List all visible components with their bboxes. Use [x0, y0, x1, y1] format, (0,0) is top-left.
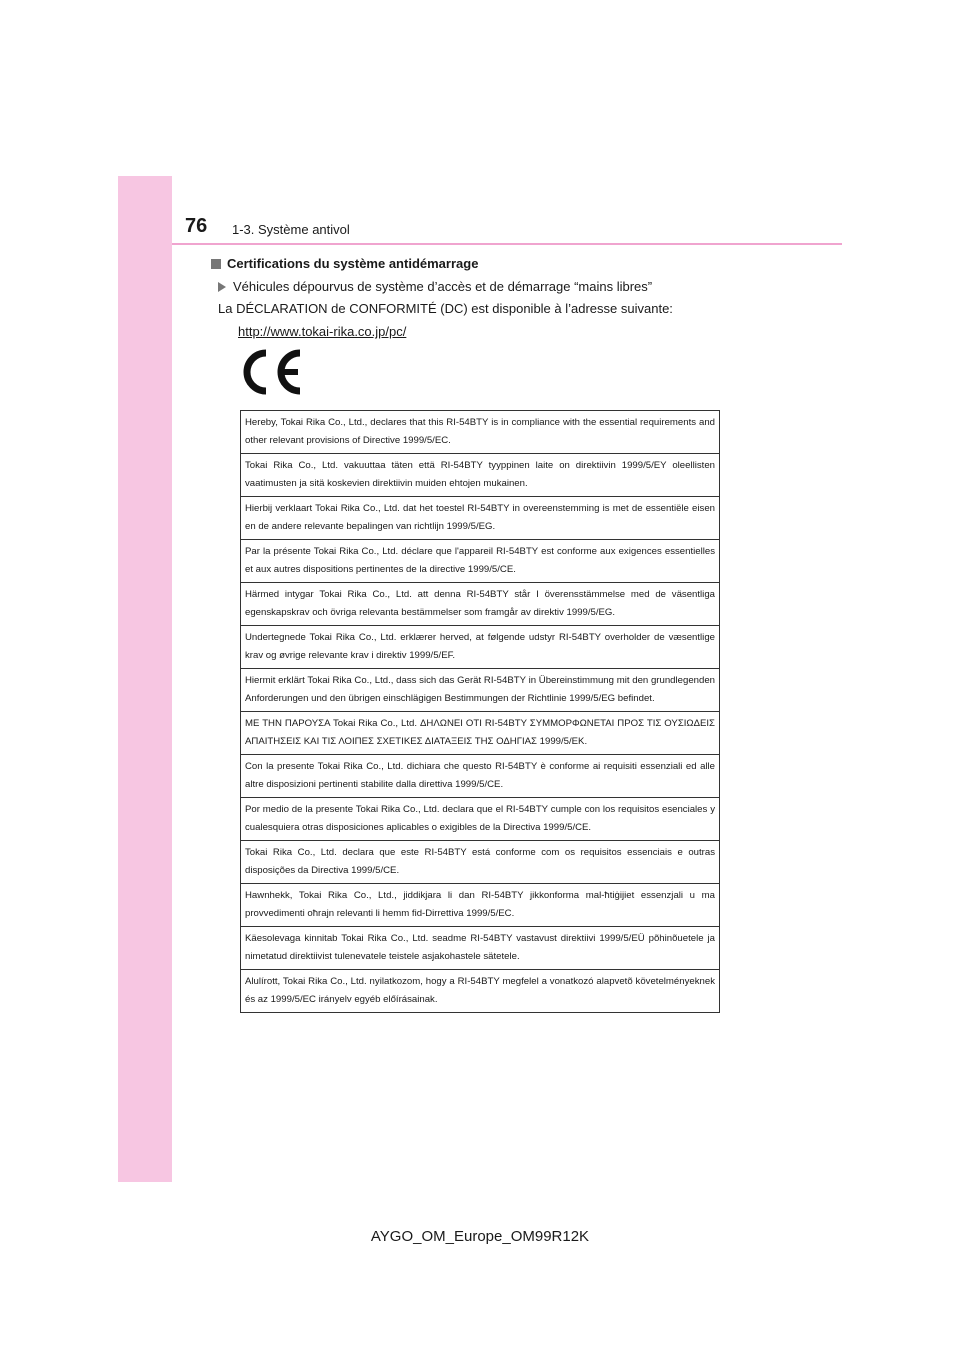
table-row: [241, 927, 720, 970]
doc-link[interactable]: http://www.tokai-rika.co.jp/pc/: [238, 324, 407, 339]
section-title: 1-3. Système antivol: [232, 222, 350, 237]
compliance-pt: Tokai Rika Co., Ltd. declara que este RI-54BTY está conforme com os requisitos essenciais e outras disposições da Directiva 1999/5/CE.: [241, 841, 720, 884]
table-row: [241, 583, 720, 626]
compliance-en: Hereby, Tokai Rika Co., Ltd., declares that this RI-54BTY is in compliance with the essential requirements and other relevant provisions of Directive 1999/5/EC.: [241, 411, 720, 454]
table-row: [241, 411, 720, 454]
square-bullet-icon: [211, 259, 221, 269]
compliance-it: Con la presente Tokai Rika Co., Ltd. dichiara che questo RI-54BTY è conforme ai requisiti essenziali ed alle altre disposizioni pertinenti stabilite dalla direttiva 1999/5/CE.: [241, 755, 720, 798]
heading-text: Certifications du système antidémarrage: [227, 256, 479, 271]
table-row: [241, 841, 720, 884]
compliance-nl: Hierbij verklaart Tokai Rika Co., Ltd. dat het toestel RI-54BTY in overeenstemming is met de essentiële eisen en de andere relevante bepalingen van richtlijn 1999/5/EG.: [241, 497, 720, 540]
compliance-fr: Par la présente Tokai Rika Co., Ltd. déclare que l'appareil RI-54BTY est conforme aux exigences essentielles et aux autres dispositions pertinentes de la directive 1999/5/CE.: [241, 540, 720, 583]
compliance-fi: Tokai Rika Co., Ltd. vakuuttaa täten että RI-54BTY tyyppinen laite on direktiivin 1999/5/EY oleellisten vaatimusten ja sitä koskevien direktiivin muiden ehtojen mukainen.: [241, 454, 720, 497]
document-code: AYGO_OM_Europe_OM99R12K: [370, 1228, 590, 1245]
compliance-sv: Härmed intygar Tokai Rika Co., Ltd. att denna RI-54BTY står I överensstämmelse med de väsentliga egenskapskrav och övriga relevanta bestämmelser som framgår av direktiv 1999/5/EG.: [241, 583, 720, 626]
compliance-de: Hiermit erklärt Tokai Rika Co., Ltd., dass sich das Gerät RI-54BTY in Übereinstimmung mit den grundlegenden Anforderungen und den übrigen einschlägigen Bestimmungen der Richtlinie 1999/5/EG befindet.: [241, 669, 720, 712]
subheading-text: Véhicules dépourvus de système d’accès et de démarrage “mains libres”: [233, 279, 653, 294]
compliance-hu: Alulírott, Tokai Rika Co., Ltd. nyilatkozom, hogy a RI-54BTY megfelel a vonatkozó alapvetõ követelményeknek és az 1999/5/EC irányelv egyéb előírásainak.: [241, 970, 720, 1013]
table-row: [241, 497, 720, 540]
ce-mark-icon: [236, 349, 306, 395]
header-divider: [172, 243, 842, 245]
compliance-da: Undertegnede Tokai Rika Co., Ltd. erklærer herved, at følgende udstyr RI-54BTY overholder de væsentlige krav og øvrige relevante krav i direktiv 1999/5/EF.: [241, 626, 720, 669]
table-row: [241, 970, 720, 1013]
table-row: [241, 712, 720, 755]
side-color-band: [118, 176, 172, 1182]
compliance-table: [240, 410, 720, 1013]
table-row: [241, 454, 720, 497]
section-heading: [211, 256, 478, 271]
table-row: [241, 540, 720, 583]
table-row: [241, 798, 720, 841]
compliance-es: Por medio de la presente Tokai Rika Co., Ltd. declara que el RI-54BTY cumple con los requisitos esenciales y cualesquiera otras disposiciones aplicables o exigibles de la Directiva 1999/5/CE.: [241, 798, 720, 841]
subheading: [218, 279, 652, 294]
table-row: [241, 669, 720, 712]
page-number: 76: [185, 215, 208, 237]
table-row: [241, 626, 720, 669]
compliance-et: Käesolevaga kinnitab Tokai Rika Co., Ltd. seadme RI-54BTY vastavust direktiivi 1999/5/EÜ põhinõuetele ja nimetatud direktiivist tulenevatele teistele asjakohastele sätetele.: [241, 927, 720, 970]
declaration-text: La DÉCLARATION de CONFORMITÉ (DC) est disponible à l’adresse suivante:: [218, 301, 673, 316]
compliance-el: ΜΕ ΤΗΝ ΠΑΡΟΥΣΑ Tokai Rika Co., Ltd. ΔΗΛΩΝΕΙ ΟΤΙ RI-54BTY ΣΥΜΜΟΡΦΩΝΕΤΑΙ ΠΡΟΣ ΤΙΣ ΟΥΣΙΩΔΕΙΣ ΑΠΑΙΤΗΣΕΙΣ ΚΑΙ ΤΙΣ ΛΟΙΠΕΣ ΣΧΕΤΙΚΕΣ ΔΙΑΤΑΞΕΙΣ ΤΗΣ ΟΔΗΓΙΑΣ 1999/5/ΕΚ.: [241, 712, 720, 755]
table-row: [241, 755, 720, 798]
compliance-mt: Hawnhekk, Tokai Rika Co., Ltd., jiddikjara li dan RI-54BTY jikkonforma mal-ħtiġijiet essenzjali u ma provvedimenti oħrajn relevanti li hemm fid-Dirrettiva 1999/5/EC.: [241, 884, 720, 927]
triangle-bullet-icon: [218, 282, 226, 292]
table-row: [241, 884, 720, 927]
